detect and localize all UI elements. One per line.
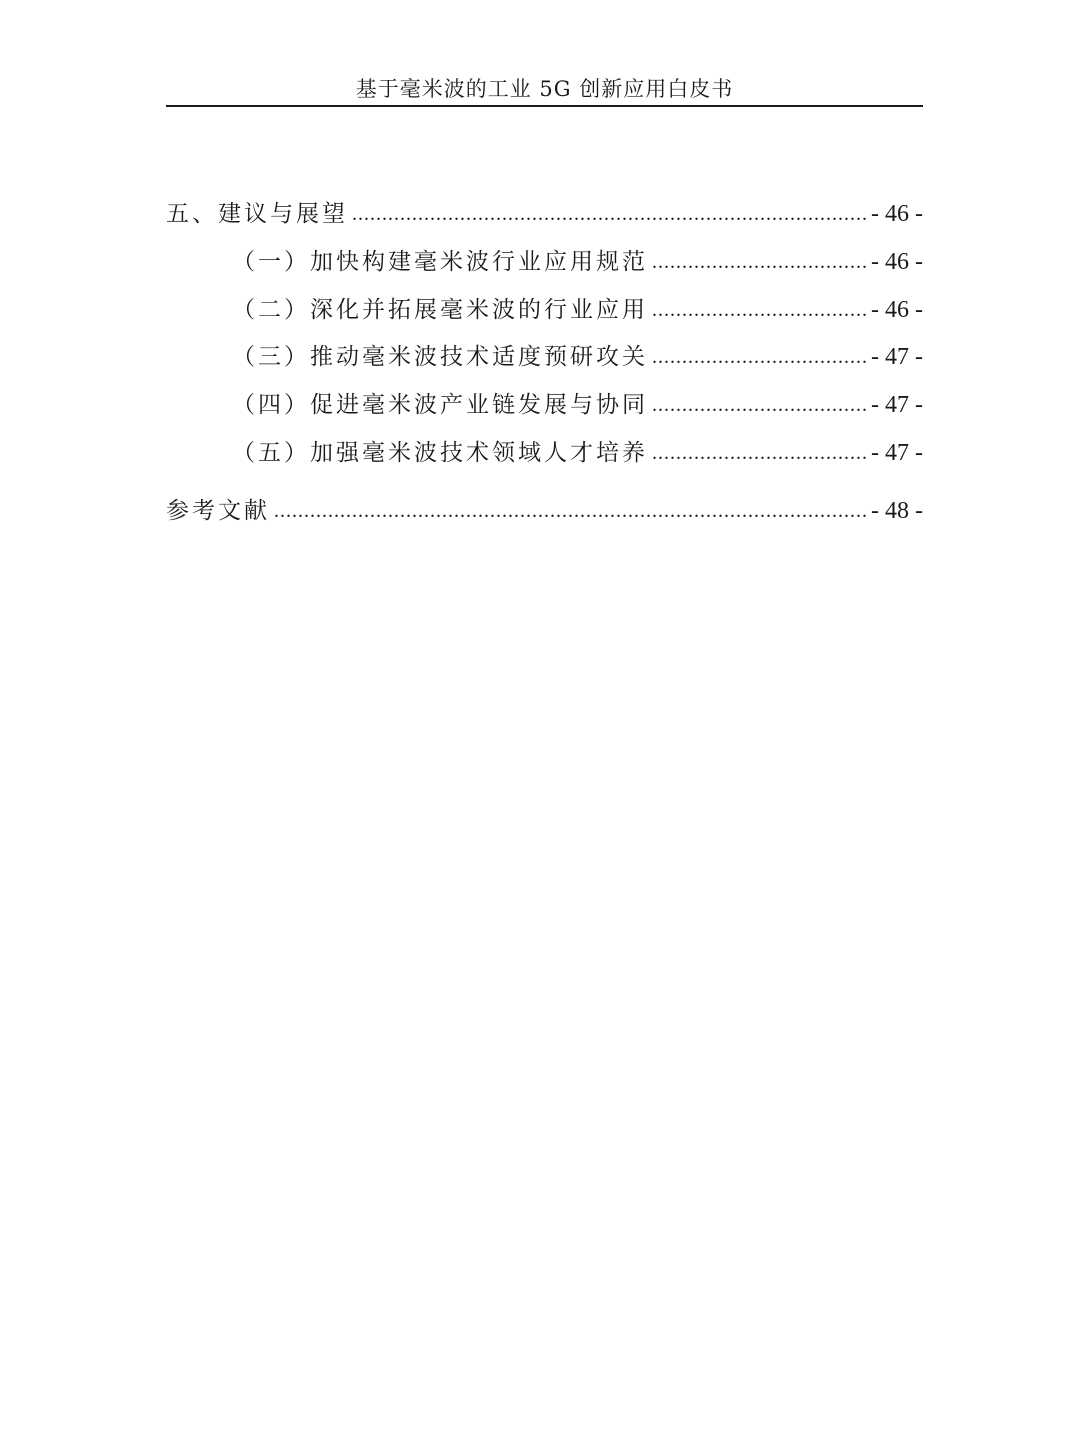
toc-page-number: - 47 - (871, 392, 923, 418)
toc-entry-title: （五）加强毫米波技术领域人才培养 (232, 440, 648, 466)
toc-entry[interactable] (166, 491, 923, 531)
toc-dot-leader (652, 433, 867, 473)
toc-page-number: - 47 - (871, 440, 923, 466)
toc-dot-leader (274, 491, 867, 531)
toc-entry-title: 参考文献 (166, 498, 270, 524)
toc-entry[interactable] (232, 242, 923, 282)
toc-page-number: - 46 - (871, 201, 923, 227)
toc-entry-title: （二）深化并拓展毫米波的行业应用 (232, 297, 648, 323)
toc-page-number: - 46 - (871, 249, 923, 275)
toc-entry-title: （四）促进毫米波产业链发展与协同 (232, 392, 648, 418)
header-divider (166, 105, 923, 107)
toc-entry[interactable] (232, 385, 923, 425)
toc-entry-title: （三）推动毫米波技术适度预研攻关 (232, 344, 648, 370)
toc-dot-leader (652, 290, 867, 330)
toc-dot-leader (652, 385, 867, 425)
toc-entry[interactable] (232, 337, 923, 377)
toc-entry-title: 五、建议与展望 (166, 201, 348, 227)
running-header: 基于毫米波的工业 5G 创新应用白皮书 (355, 77, 734, 101)
toc-dot-leader (652, 242, 867, 282)
toc-page-number: - 47 - (871, 344, 923, 370)
toc-page-number: - 48 - (871, 498, 923, 524)
toc-page-number: - 46 - (871, 297, 923, 323)
toc-dot-leader (652, 337, 867, 377)
toc-entry[interactable] (232, 290, 923, 330)
toc-entry[interactable] (232, 433, 923, 473)
toc-entry-title: （一）加快构建毫米波行业应用规范 (232, 249, 648, 275)
toc-entry[interactable] (166, 194, 923, 234)
toc-dot-leader (352, 194, 867, 234)
